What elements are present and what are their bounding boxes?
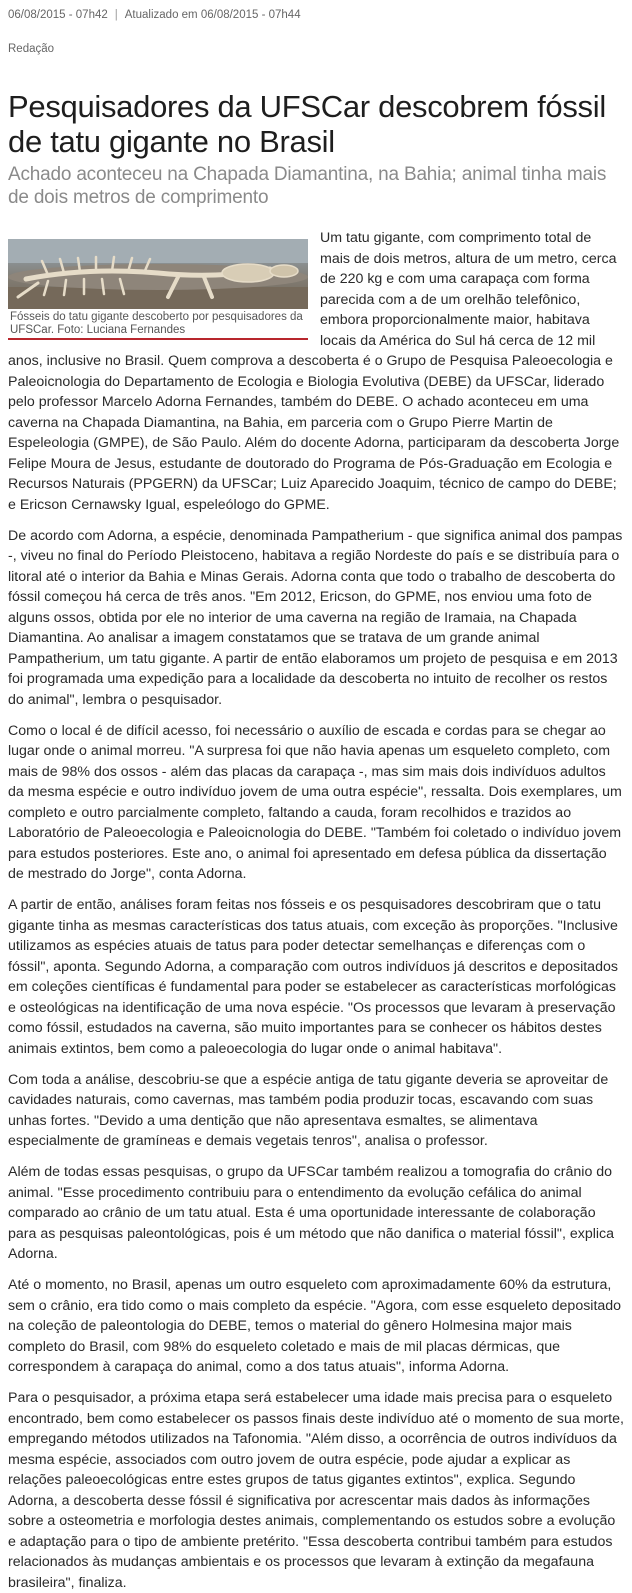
- article-figure: [8, 239, 308, 340]
- headline: Pesquisadores da UFSCar descobrem fóssil de tatu gigante no Brasil: [8, 89, 606, 159]
- paragraph-4: A partir de então, análises foram feitas nos fósseis e os pesquisadores descobriram que o tatu gigante tinha as mesmas características dos tatus atuais, com exceção às proporções. "Inclusive utilizamos as espécies atuais de tatus para poder detectar semelhanças e diferenças com o fóssil", aponta. Segundo Adorna, a comparação com outros indivíduos já descritos e depositados em coleções científicas é fundamental para poder se estabelecer as características morfológicas e osteológicas na identificação de uma nova espécie. "Os processos que levaram à preservação como fóssil, estudados na caverna, são muito importantes para se conhecer os hábitos destes animais extintos, bem como a paleoecologia do lugar onde o animal habitava".: [8, 897, 618, 1057]
- author-byline: Redação: [8, 43, 55, 55]
- published-date: 06/08/2015 - 07h42: [8, 9, 108, 21]
- paragraph-5: Com toda a análise, descobriu-se que a espécie antiga de tatu gigante deveria se aproveitar de cavidades naturais, como cavernas, mas também podia produzir tocas, escavando com suas unhas fortes. "Devido a uma dentição que não apresentava esmaltes, se alimentava especialmente de gramíneas e demais vegetais tenros", analisa o professor.: [8, 1071, 609, 1149]
- paragraph-7: Até o momento, no Brasil, apenas um outro esqueleto com aproximadamente 60% da estrutura, sem o crânio, era tido como o mais completo da espécie. "Agora, com esse esqueleto depositado na coleção de paleontologia do DEBE, temos o material do gênero Holmesina major mais completo do Brasil, com 98% do esqueleto coletado e mais de mil placas dérmicas, que correspondem à carapaça do animal, como a dos tatus atuais", informa Adorna.: [8, 1277, 622, 1375]
- paragraph-1: Um tatu gigante, com comprimento total de mais de dois metros, altura de um metro, cerca de 220 kg e com uma carapaça com forma parecida com a de um orelhão telefônico, embora proporcionalmente maior, habitava locais da América do Sul há cerca de 12 mil anos, inclusive no Brasil. Quem comprova a descoberta é o Grupo de Pesquisa Paleoecologia e Paleoicnologia do Departamento de Ecologia e Biologia Evolutiva (DEBE) da UFSCar, liderado pelo professor Marcelo Adorna Fernandes, também do DEBE. O achado aconteceu em uma caverna na Chapada Diamantina, na Bahia, em parceria com o Grupo Pierre Martin de Espeleologia (GMPE), de São Paulo. Além do docente Adorna, participaram da descoberta Jorge Felipe Moura de Jesus, estudante de doutorado do Programa de Pós-Graduação em Ecologia e Recursos Naturais (PPGERN) da UFSCar; Luiz Aparecido Joaquim, técnico de campo do DEBE; e Ericson Cernawsky Igual, espeleólogo do GPME.: [8, 230, 620, 513]
- fossil-skeleton-icon: [8, 239, 308, 309]
- updated-date: Atualizado em 06/08/2015 - 07h44: [124, 9, 301, 21]
- meta-separator: |: [114, 9, 118, 21]
- paragraph-6: Além de todas essas pesquisas, o grupo da UFSCar também realizou a tomografia do crânio do animal. "Esse procedimento contribuiu para o entendimento da evolução cefálica do animal comparado ao crânio de um tatu atual. Esta é uma oportunidade interessante de colaboração para as pesquisas paleontológicas, pois é um método que não danifica o material fóssil", explica Adorna.: [8, 1164, 614, 1262]
- article-body: [8, 228, 624, 1593]
- article-meta: [8, 8, 624, 22]
- paragraph-2: De acordo com Adorna, a espécie, denominada Pampatherium - que significa animal dos pampas -, viveu no final do Período Pleistoceno, habitava a região Nordeste do país e se distribuía para o litoral até o interior da Bahia e Minas Gerais. Adorna conta que todo o trabalho de descoberta do fóssil começou há cerca de três anos. "Em 2012, Ericson, do GPME, nos enviou uma foto de alguns ossos, obtida por ele no interior de uma caverna na região de Iramaia, na Chapada Diamantina. Ao analisar a imagem constatamos que se tratava de um grande animal Pampatherium, um tatu gigante. A partir de então elaboramos um projeto de pesquisa e em 2013 foi programada uma expedição para a localidade da descoberta no intuito de recolher os restos do animal", lembra o pesquisador.: [8, 527, 623, 708]
- paragraph-3: Como o local é de difícil acesso, foi necessário o auxílio de escada e cordas para se chegar ao lugar onde o animal morreu. "A surpresa foi que não havia apenas um esqueleto completo, com mais de 98% dos ossos - além das placas da carapaça -, mas sim mais dois indivíduos adultos da mesma espécie e outro indivíduo jovem de uma outra espécie", ressalta. Dois exemplares, um completo e outro parcialmente completo, faltando a cauda, foram recolhidos e trazidos ao Laboratório de Paleoecologia e Paleoicnologia do DEBE. "Também foi coletado o indivíduo jovem para estudos posteriores. Este ano, o animal foi apresentado em defesa pública da dissertação de mestrado do Jorge", conta Adorna.: [8, 722, 622, 882]
- figure-caption: Fósseis do tatu gigante descoberto por pesquisadores da UFSCar. Foto: Luciana Fernandes: [8, 309, 308, 340]
- fossil-photo-icon[interactable]: [8, 239, 308, 309]
- paragraph-8: Para o pesquisador, a próxima etapa será estabelecer uma idade mais precisa para o esqueleto encontrado, bem como estabelecer os passos finais deste indivíduo até o momento de sua morte, empregando métodos utilizados na Tafonomia. "Além disso, a ocorrência de outros indivíduos da mesma espécie, associados com outro jovem de outra espécie, pode ajudar a explicar as relações paleoecológicas entre estes grupos de tatus gigantes extintos", explica. Segundo Adorna, a descoberta desse fóssil é significativa por acrescentar mais dados às informações sobre a osteometria e morfologia destes animais, complementando os estudos sobre a evolução e adaptação para o tipo de ambiente pretérito. "Essa descoberta contribui também para estudos relacionados às mudanças ambientais e os processos que levaram à extinção da megafauna brasileira", finaliza.: [8, 1390, 624, 1591]
- subtitle: Achado aconteceu na Chapada Diamantina, na Bahia; animal tinha mais de dois metros de comprimento: [8, 164, 607, 208]
- article-page: [8, 8, 624, 1593]
